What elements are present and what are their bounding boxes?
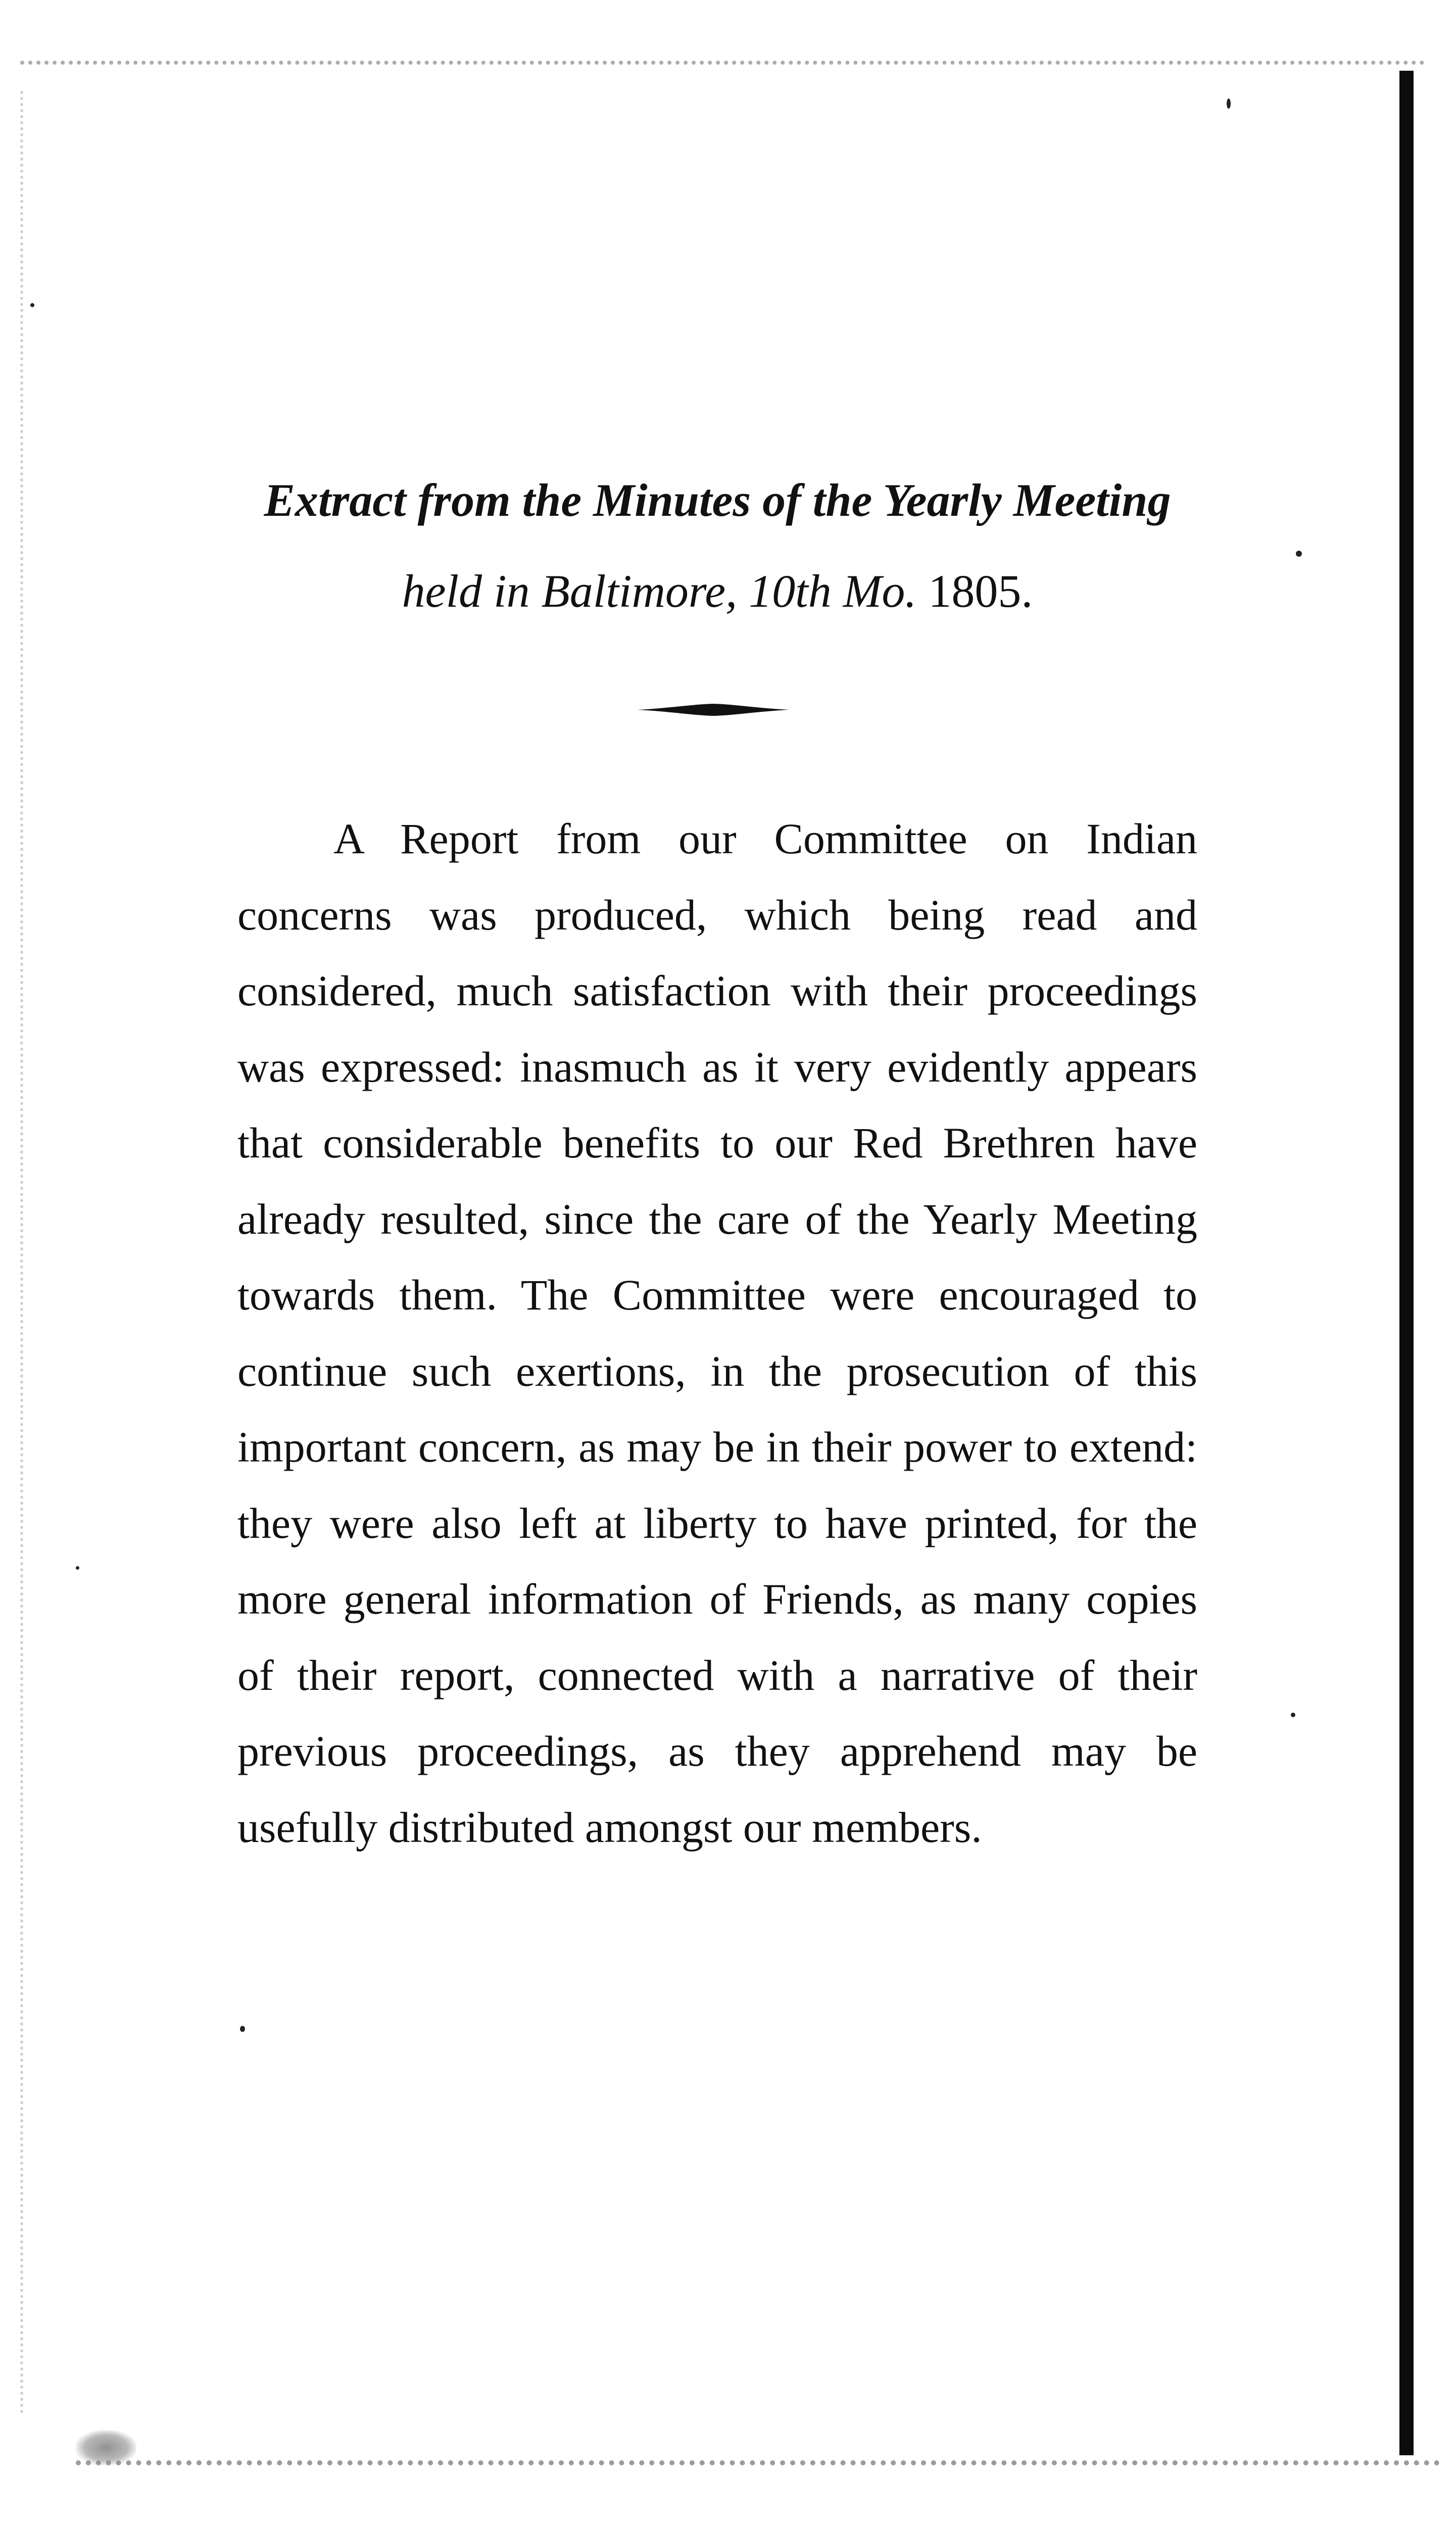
top-page-edge <box>20 61 1425 65</box>
ink-speck <box>1227 99 1231 109</box>
left-page-edge <box>20 91 23 2415</box>
ink-speck <box>240 2026 245 2032</box>
ink-speck <box>1291 1713 1295 1717</box>
heading-place-date: held in Baltimore, 10th Mo. <box>402 565 917 617</box>
ink-speck <box>1296 551 1302 557</box>
heading-line-2 <box>222 546 1212 637</box>
ink-speck <box>30 303 34 307</box>
ink-speck <box>76 1566 79 1570</box>
ornamental-rule <box>638 702 789 717</box>
corner-ink-blot <box>76 2430 136 2465</box>
binding-spine-shadow <box>1399 71 1414 2455</box>
heading-line-1: Extract from the Minutes of the Yearly Meeting <box>264 474 1171 526</box>
page-heading <box>222 455 1212 637</box>
heading-year: 1805. <box>928 565 1033 617</box>
bottom-page-edge <box>76 2460 1440 2465</box>
minutes-paragraph: A Report from our Committee on Indian concerns was produced, which being read and considered, much satisfaction with their proceedings was expressed: inasmuch as it very evidently appears that considerable benefits to our Red Brethren have already resulted, since the care of the Yearly Meeting towards them. The Committee were encouraged to continue such exertions, in the prosecution of this important concern, as may be in their power to extend: they were also left at liberty to have printed, for the more general information of Friends, as many copies of their report, connected with a narrative of their previous proceedings, as they apprehend may be usefully distributed amongst our members. <box>237 814 1197 1852</box>
